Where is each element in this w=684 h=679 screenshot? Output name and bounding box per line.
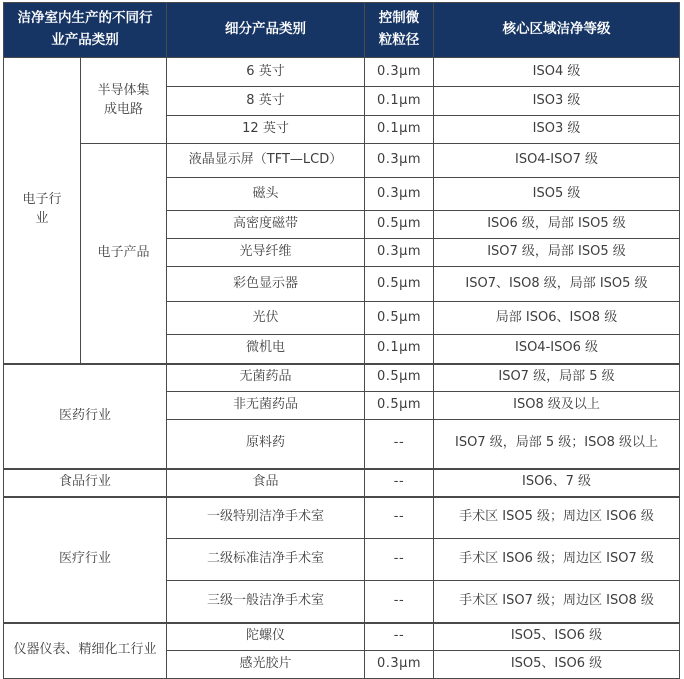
product-cell: 高密度磁带	[167, 211, 365, 239]
size-cell: 0.3μm	[365, 58, 434, 87]
size-cell: 0.5μm	[365, 302, 434, 335]
cleanroom-class-table	[3, 2, 680, 679]
size-cell: 0.3μm	[365, 178, 434, 211]
table-row	[4, 497, 680, 539]
table-row	[4, 144, 680, 178]
product-cell: 非无菌药品	[167, 392, 365, 420]
size-cell: 0.1μm	[365, 335, 434, 364]
size-cell: --	[365, 623, 434, 651]
product-cell: 感光胶片	[167, 651, 365, 679]
subcat-cell-electronic-products: 电子产品	[81, 144, 167, 364]
size-cell: 0.5μm	[365, 211, 434, 239]
size-cell: --	[365, 539, 434, 581]
product-cell: 三级一般洁净手术室	[167, 581, 365, 623]
header-cleanliness: 核心区域洁净等级	[434, 3, 680, 58]
grade-cell: ISO7 级，局部 ISO5 级	[434, 239, 680, 267]
size-cell: 0.3μm	[365, 239, 434, 267]
size-cell: --	[365, 581, 434, 623]
size-cell: 0.5μm	[365, 392, 434, 420]
size-cell: 0.3μm	[365, 651, 434, 679]
header-product-category: 细分产品类别	[167, 3, 365, 58]
size-cell: 0.5μm	[365, 267, 434, 302]
product-cell: 6 英寸	[167, 58, 365, 87]
product-cell: 12 英寸	[167, 116, 365, 144]
grade-cell: ISO5、ISO6 级	[434, 651, 680, 679]
industry-cell-medical: 医疗行业	[4, 497, 167, 623]
product-cell: 液晶显示屏（TFT—LCD）	[167, 144, 365, 178]
grade-cell: ISO7 级，局部 5 级；ISO8 级以上	[434, 420, 680, 469]
grade-cell: 手术区 ISO5 级；周边区 ISO6 级	[434, 497, 680, 539]
grade-cell: 手术区 ISO7 级；周边区 ISO8 级	[434, 581, 680, 623]
table-row	[4, 58, 680, 87]
grade-cell: 局部 ISO6、ISO8 级	[434, 302, 680, 335]
industry-cell-instruments-chemical: 仪器仪表、精细化工行业	[4, 623, 167, 679]
grade-cell: ISO7、ISO8 级，局部 ISO5 级	[434, 267, 680, 302]
table-row	[4, 469, 680, 497]
subcat-cell-semiconductor: 半导体集成电路	[81, 58, 167, 144]
table-row	[4, 623, 680, 651]
size-cell: 0.1μm	[365, 116, 434, 144]
size-cell: 0.3μm	[365, 144, 434, 178]
product-cell: 一级特别洁净手术室	[167, 497, 365, 539]
grade-cell: ISO6 级，局部 ISO5 级	[434, 211, 680, 239]
product-cell: 无菌药品	[167, 364, 365, 392]
size-cell: --	[365, 420, 434, 469]
product-cell: 食品	[167, 469, 365, 497]
header-industry-category: 洁净室内生产的不同行业产品类别	[4, 3, 167, 58]
header-particle-size: 控制微粒粒径	[365, 3, 434, 58]
grade-cell: ISO6、7 级	[434, 469, 680, 497]
grade-cell: 手术区 ISO6 级；周边区 ISO7 级	[434, 539, 680, 581]
grade-cell: ISO4-ISO7 级	[434, 144, 680, 178]
grade-cell: ISO4 级	[434, 58, 680, 87]
size-cell: 0.1μm	[365, 87, 434, 116]
product-cell: 二级标准洁净手术室	[167, 539, 365, 581]
header-row	[4, 3, 680, 58]
product-cell: 磁头	[167, 178, 365, 211]
grade-cell: ISO3 级	[434, 87, 680, 116]
grade-cell: ISO3 级	[434, 116, 680, 144]
grade-cell: ISO5、ISO6 级	[434, 623, 680, 651]
size-cell: --	[365, 497, 434, 539]
size-cell: 0.5μm	[365, 364, 434, 392]
product-cell: 彩色显示器	[167, 267, 365, 302]
product-cell: 8 英寸	[167, 87, 365, 116]
industry-cell-food: 食品行业	[4, 469, 167, 497]
grade-cell: ISO5 级	[434, 178, 680, 211]
grade-cell: ISO4-ISO6 级	[434, 335, 680, 364]
product-cell: 光伏	[167, 302, 365, 335]
product-cell: 陀螺仪	[167, 623, 365, 651]
product-cell: 光导纤维	[167, 239, 365, 267]
size-cell: --	[365, 469, 434, 497]
industry-cell-pharma: 医药行业	[4, 364, 167, 469]
table-row	[4, 364, 680, 392]
product-cell: 微机电	[167, 335, 365, 364]
product-cell: 原料药	[167, 420, 365, 469]
grade-cell: ISO8 级及以上	[434, 392, 680, 420]
industry-cell-electronics: 电子行业	[4, 58, 81, 364]
grade-cell: ISO7 级，局部 5 级	[434, 364, 680, 392]
